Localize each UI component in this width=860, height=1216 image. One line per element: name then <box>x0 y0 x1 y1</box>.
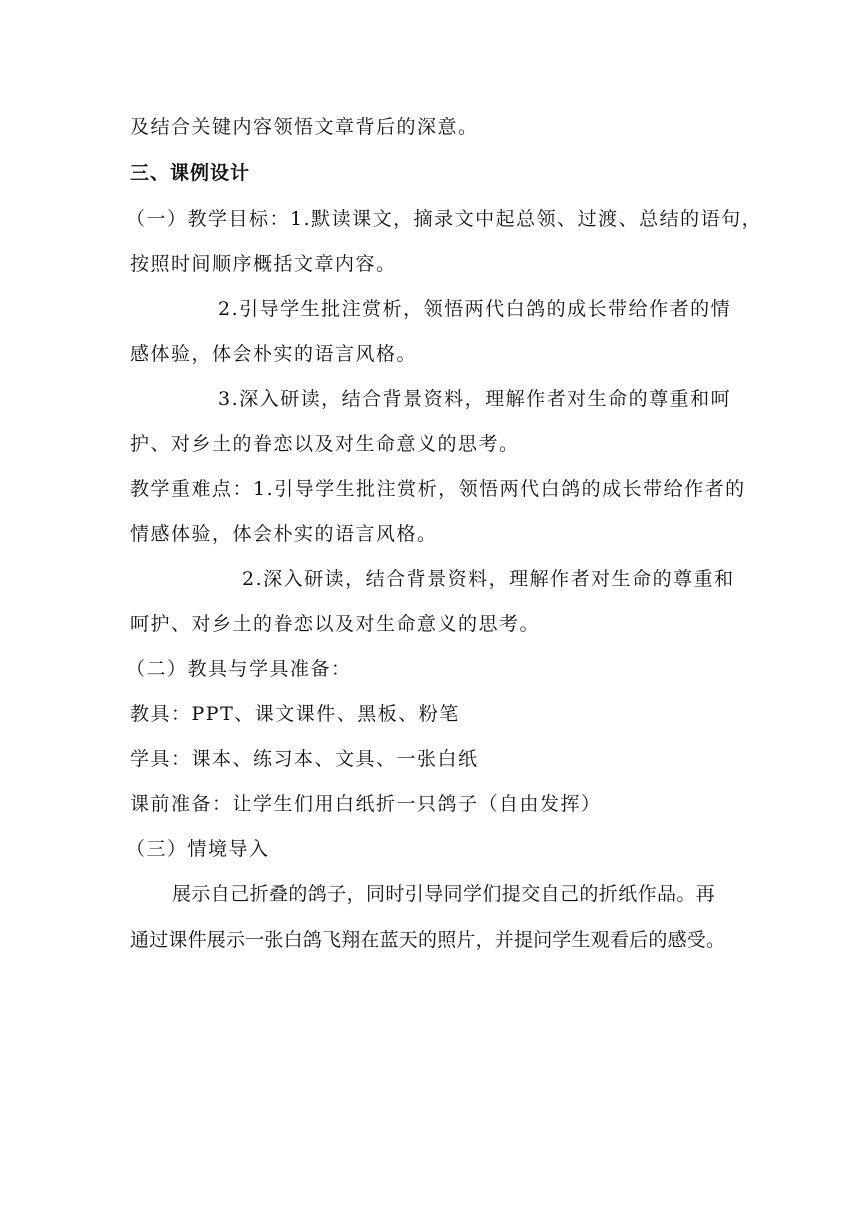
introduction-paragraph-line: 通过课件展示一张白鸽飞翔在蓝天的照片，并提问学生观看后的感受。 <box>130 929 726 951</box>
paragraph-line: 及结合关键内容领悟文章背后的深意。 <box>130 116 479 138</box>
key-difficulty-line: 情感体验，体会朴实的语言风格。 <box>130 523 438 545</box>
teaching-goal-item-2: 2.引导学生批注赏析，领悟两代白鸽的成长带给作者的情 <box>218 298 732 320</box>
teaching-goal-line: 护、对乡土的眷恋以及对生命意义的思考。 <box>130 433 520 455</box>
teaching-goal-line: （一）教学目标：1.默读课文，摘录文中起总领、过渡、总结的语句， <box>126 208 763 230</box>
teaching-goal-line: 感体验，体会朴实的语言风格。 <box>130 343 418 365</box>
introduction-paragraph-line: 展示自己折叠的鸽子，同时引导同学们提交自己的折纸作品。再 <box>172 883 716 905</box>
subsection-heading: （三）情境导入 <box>126 838 270 860</box>
key-difficulty-line: 呵护、对乡土的眷恋以及对生命意义的思考。 <box>130 613 541 635</box>
teaching-goal-item-3: 3.深入研读，结合背景资料，理解作者对生命的尊重和呵 <box>218 388 732 410</box>
subsection-heading: （二）教具与学具准备： <box>126 658 352 680</box>
teaching-goal-line: 按照时间顺序概括文章内容。 <box>130 253 397 275</box>
preparation-line: 课前准备：让学生们用白纸折一只鸽子（自由发挥） <box>130 793 602 815</box>
teaching-tools-line: 教具：PPT、课文课件、黑板、粉笔 <box>130 703 460 725</box>
key-difficulty-line: 教学重难点：1.引导学生批注赏析，领悟两代白鸽的成长带给作者的 <box>130 478 746 500</box>
section-heading: 三、课例设计 <box>130 162 251 184</box>
learning-tools-line: 学具：课本、练习本、文具、一张白纸 <box>130 748 479 770</box>
key-difficulty-item-2: 2.深入研读，结合背景资料，理解作者对生命的尊重和 <box>242 568 735 590</box>
